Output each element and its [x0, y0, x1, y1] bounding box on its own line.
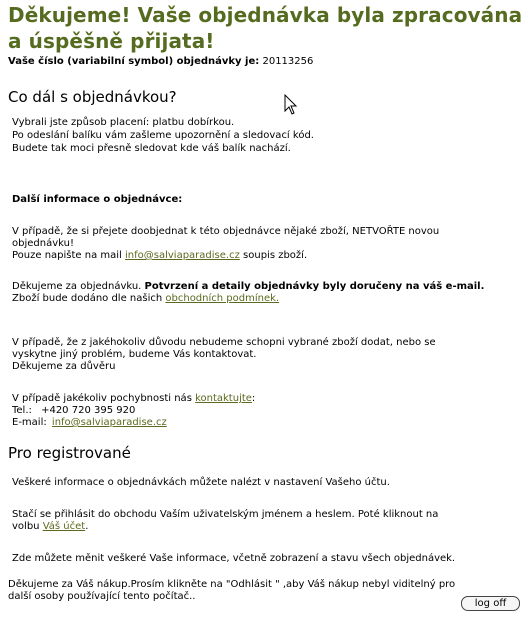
log-off-button[interactable]: log off [461, 596, 520, 611]
page-title: Děkujeme! Vaše objednávka byla zpracována a úspěšně přijata! [8, 3, 523, 53]
mail-suffix: soupis zboží. [239, 250, 308, 261]
mail-prefix: Pouze napište na mail [12, 250, 126, 261]
mouse-pointer-icon [284, 94, 300, 116]
contact-suffix: : [251, 393, 256, 404]
contact-prefix: V případě jakékoliv pochybnosti nás [12, 393, 196, 404]
account-line [12, 521, 88, 533]
mail-link[interactable]: info@salviaparadise.cz [125, 250, 240, 261]
payment-method-line: Vybrali jste způsob placení: platbu dobírkou. [12, 117, 235, 128]
order-number-label: Vaše číslo (variabilní symbol) objednávky je: [8, 56, 260, 67]
next-steps-heading: Co dál s objednávkou? [8, 88, 177, 106]
terms-prefix: Zboží bude dodáno dle našich [12, 293, 166, 304]
tel-value: +420 720 395 920 [41, 405, 136, 416]
registered-heading: Pro registrované [8, 444, 131, 462]
order-number: 20113256 [262, 56, 314, 67]
thanks-line [12, 281, 484, 293]
email-link[interactable]: info@salviaparadise.cz [51, 417, 167, 428]
extra-order-line-2: objednávku! [12, 238, 74, 249]
account-suffix: . [85, 521, 89, 532]
email-line [12, 417, 167, 429]
info-heading: Další informace o objednávce: [12, 194, 183, 205]
shipping-notice-line: Po odeslání balíku vám zašleme upozornění a sledovací kód. [12, 130, 314, 141]
tel-line [12, 405, 135, 417]
registered-line-1: Veškeré informace o objednávkách můžete nalézt v nastavení Vašeho účtu. [12, 477, 390, 488]
extra-order-line-1: V případě, že si přejete doobjednat k této objednávce nějaké zboží, NETVOŘTE novou [12, 226, 440, 237]
account-prefix: volbu [12, 521, 43, 532]
tracking-line: Budete tak moci přesně sledovat kde váš balík nachází. [12, 143, 291, 154]
problem-line-1: V případě, že z jakéhokoliv důvodu nebudeme schopni vybrané zboží dodat, nebo se [12, 337, 436, 348]
tel-label: Tel.: [12, 405, 32, 416]
footer-line-2: další osoby používající tento počítač.. [8, 591, 196, 602]
problem-line-2: vyskytne jiný problém, budeme Vás kontaktovat. [12, 349, 257, 360]
registered-line-3: Zde můžete měnit veškeré Vaše informace, včetně zobrazení a stavu všech objednávek. [12, 553, 456, 564]
terms-line [12, 293, 279, 305]
account-link[interactable]: Váš účet [42, 521, 86, 532]
contact-line [12, 393, 255, 405]
contact-link[interactable]: kontaktujte [195, 393, 252, 404]
registered-line-2: Stačí se přihlásit do obchodu Vaším uživatelským jménem a heslem. Poté kliknout na [12, 509, 439, 520]
confirmation-text: Potvrzení a detaily objednávky byly doručeny na váš e-mail. [144, 281, 485, 292]
footer-line-1: Děkujeme za Váš nákup.Prosím klikněte na "Odhlásit " ,aby Váš nákup nebyl viditelný pro [8, 579, 456, 590]
thanks-text: Děkujeme za objednávku. [12, 281, 145, 292]
order-number-line [8, 56, 313, 68]
problem-line-3: Děkujeme za důvěru [12, 361, 116, 372]
email-label: E-mail: [12, 417, 47, 428]
terms-link[interactable]: obchodních podmínek. [165, 293, 280, 304]
mail-instruction-line [12, 250, 307, 262]
